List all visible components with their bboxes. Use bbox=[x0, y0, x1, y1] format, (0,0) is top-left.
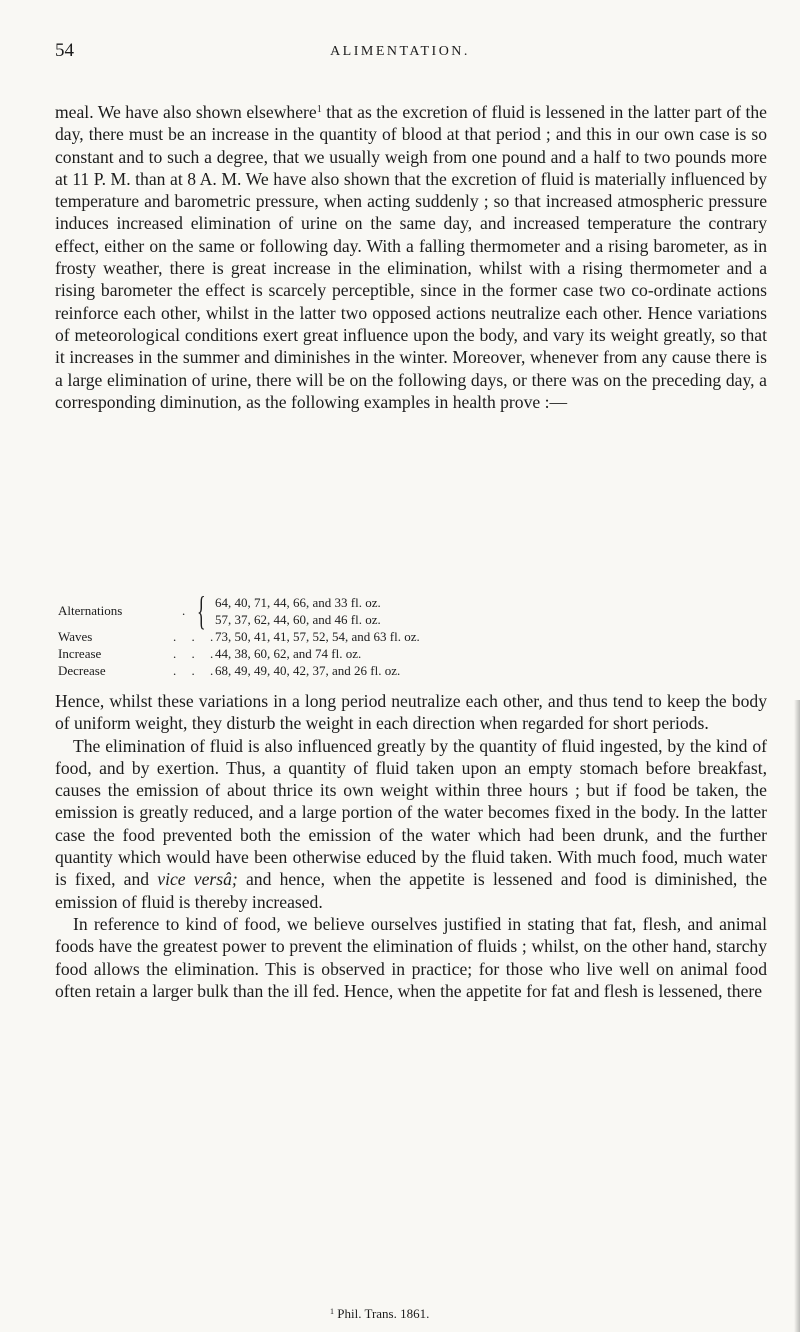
paragraph-3-start: The elimination of fluid is also influenced greatly by the quantity of fluid ingested, by the kind of food, and by exertion. Thus, a quantity of fluid taken upon an empty stomach before breakfast, causes the emission of about thrice its own weight within three hours ; but if food be taken, the emission is greatly reduced, and a large portion of the water becomes fixed in the body. In the latter case the food prevented both the emission of the water which had been drunk, and the further quantity which would have been otherwise educed by the fluid taken. With much food, much water is fixed, and bbox=[55, 735, 767, 890]
paragraph-3 bbox=[55, 735, 767, 913]
row-values: 68, 49, 49, 40, 42, 37, and 26 fl. oz. bbox=[215, 663, 401, 678]
paragraph-1-rest: that as the excretion of fluid is lessened in the latter part of the day, there must be an increase in the quantity of blood at that period ; and this in our own case is so constant and to such a degree, that we usually weigh from one pound and a half to two pounds more at 11 P. M. than at 8 A. M. We have also shown that the excretion of fluid is materially influenced by temperature and barometric pressure, when acting suddenly ; so that increased atmospheric pressure induces increased elimination of urine on the same day, and increased temperature the contrary effect, either on the same or following day. With a falling thermometer and a rising barometer, as in frosty weather, there is great increase in the elimination, whilst with a rising thermometer and a rising barometer the effect is scarcely perceptible, since in the former case two co-ordinate actions reinforce each other, whilst in the latter two opposed actions neutralize each other. Hence variations of meteorological conditions exert great influence upon the body, and vary its weight greatly, so that it increases in the summer and diminishes in the winter. Moreover, whenever from any cause there is a large elimination of urine, there will be on the following days, or there was on the preceding day, a corresponding diminution, as the following examples in health prove :— bbox=[55, 102, 767, 412]
paragraph-1-start: meal. We have also shown elsewhere bbox=[55, 102, 317, 122]
row-dots: . . . bbox=[173, 663, 220, 678]
footnote-marker: 1 bbox=[330, 1307, 334, 1316]
alternations-values-1: 64, 40, 71, 44, 66, and 33 fl. oz. bbox=[215, 595, 381, 610]
fluid-table bbox=[58, 588, 778, 679]
row-label: Waves bbox=[58, 629, 93, 644]
row-label: Increase bbox=[58, 646, 102, 661]
alternations-dot: . bbox=[182, 603, 186, 618]
footnote-ref: 1 bbox=[316, 104, 322, 115]
table-row-increase bbox=[58, 645, 778, 662]
alternations-group bbox=[58, 588, 778, 633]
paragraph-3-end: and hence, when the appetite is lessened and food is diminished, the emission of fluid is thereby increased. bbox=[55, 869, 768, 912]
paragraph-3-italic: vice versâ; bbox=[157, 869, 238, 890]
table-row-decrease bbox=[58, 662, 778, 679]
paragraph-2: Hence, whilst these variations in a long period neutralize each other, and thus tend to keep the body of uniform weight, they disturb the weight in each direction when regarded for short periods. bbox=[55, 691, 767, 734]
row-values: 73, 50, 41, 41, 57, 52, 54, and 63 fl. oz. bbox=[215, 629, 420, 644]
alternations-label: Alternations bbox=[58, 603, 123, 618]
row-values: 44, 38, 60, 62, and 74 fl. oz. bbox=[215, 646, 362, 661]
body-continued bbox=[55, 690, 767, 1002]
footnote-text: Phil. Trans. 1861. bbox=[337, 1306, 430, 1321]
row-dots: . . . bbox=[173, 646, 220, 661]
table-row-waves bbox=[58, 628, 778, 645]
alternations-values-2: 57, 37, 62, 44, 60, and 46 fl. oz. bbox=[215, 612, 381, 627]
footnote bbox=[330, 1306, 429, 1322]
paragraph-1 bbox=[55, 101, 767, 413]
alternations-row-1 bbox=[215, 594, 381, 611]
running-head: ALIMENTATION. bbox=[330, 44, 470, 59]
brace-glyph: { bbox=[197, 588, 206, 633]
page-number: 54 bbox=[55, 40, 74, 61]
paragraph-4: In reference to kind of food, we believe ourselves justified in stating that fat, flesh, and animal foods have the greatest power to prevent the elimination of fluids ; whilst, on the other hand, starchy food allows the elimination. This is observed in practice; for those who live well on animal food often retain a larger bulk than the ill fed. Hence, when the appetite for fat and flesh is lessened, there bbox=[55, 913, 767, 1001]
page-edge-shadow bbox=[794, 700, 800, 1332]
row-label: Decrease bbox=[58, 663, 106, 678]
alternations-row-2 bbox=[215, 611, 381, 628]
row-dots: . . . bbox=[173, 629, 220, 644]
